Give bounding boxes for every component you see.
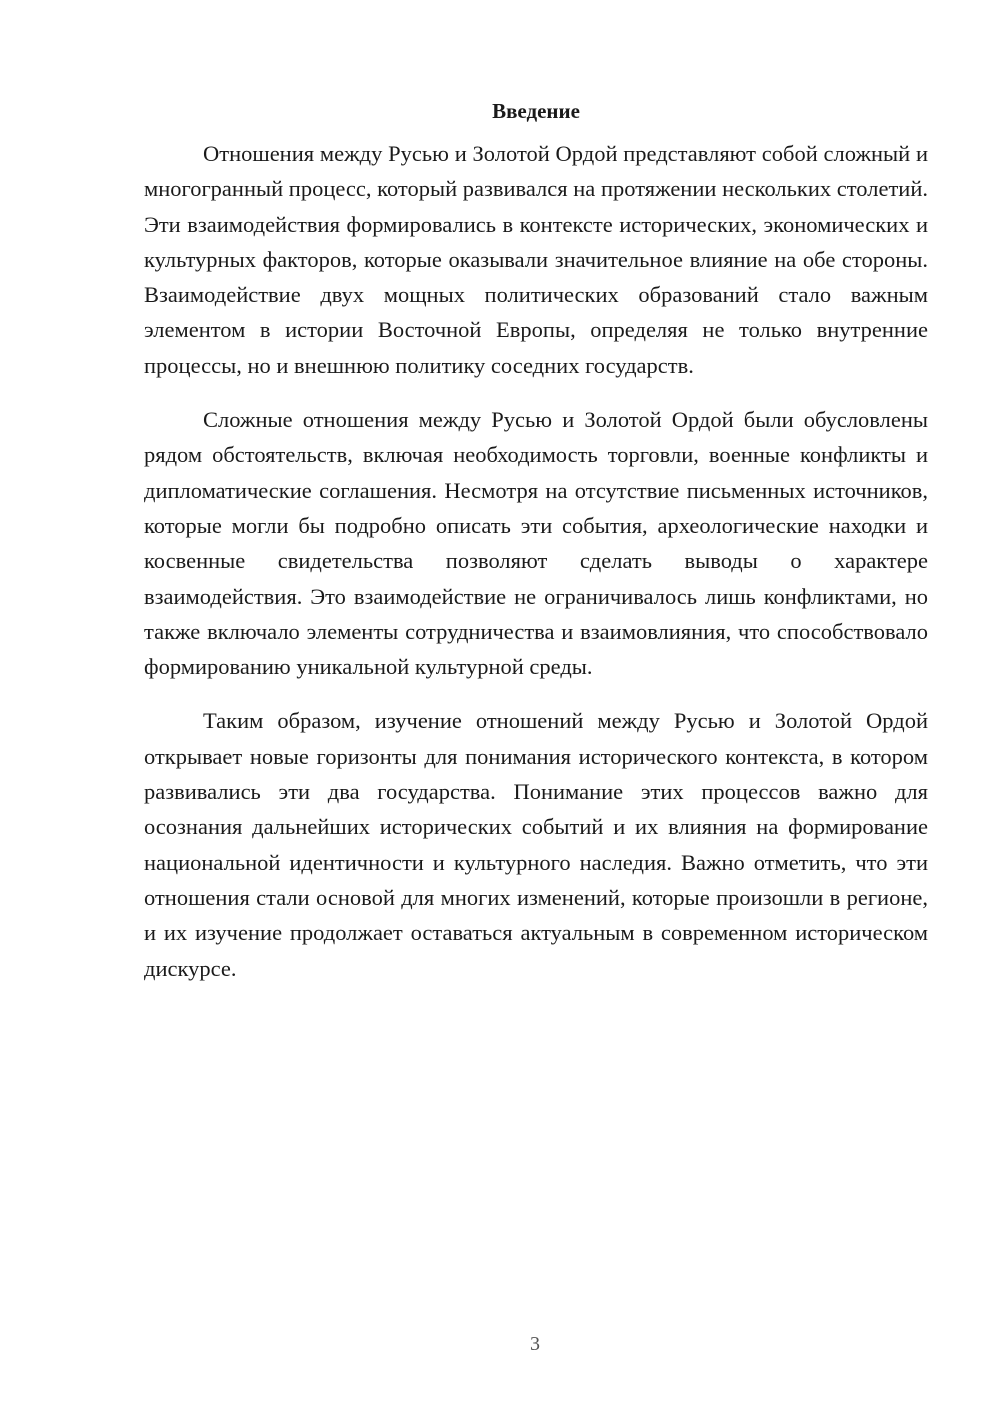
page-content bbox=[144, 94, 928, 1005]
paragraph-1: Отношения между Русью и Золотой Ордой представляют собой сложный и многогранный процесс, который развивался на протяжении нескольких столетий. Эти взаимодействия формировались в контексте исторических, экономических и культурных факторов, которые оказывали значительное влияние на обе стороны. Взаимодействие двух мощных политических образований стало важным элементом в истории Восточной Европы, определяя не только внутренние процессы, но и внешнюю политику соседних государств. bbox=[144, 141, 928, 378]
paragraph-2: Сложные отношения между Русью и Золотой Ордой были обусловлены рядом обстоятельств, включая необходимость торговли, военные конфликты и дипломатические соглашения. Несмотря на отсутствие письменных источников, которые могли бы подробно описать эти события, археологические находки и косвенные свидетельства позволяют сделать выводы о характере взаимодействия. Это взаимодействие не ограничивалось лишь конфликтами, но также включало элементы сотрудничества и взаимовлияния, что способствовало формированию уникальной культурной среды. bbox=[144, 407, 928, 680]
paragraph-3: Таким образом, изучение отношений между Русью и Золотой Ордой открывает новые горизонты для понимания исторического контекста, в котором развивались эти два государства. Понимание этих процессов важно для осознания дальнейших исторических событий и их влияния на формирование национальной идентичности и культурного наследия. Важно отметить, что эти отношения стали основой для многих изменений, которые произошли в регионе, и их изучение продолжает оставаться актуальным в современном историческом дискурсе. bbox=[144, 708, 928, 981]
page-number: 3 bbox=[530, 1333, 540, 1355]
section-heading: Введение bbox=[492, 99, 580, 123]
